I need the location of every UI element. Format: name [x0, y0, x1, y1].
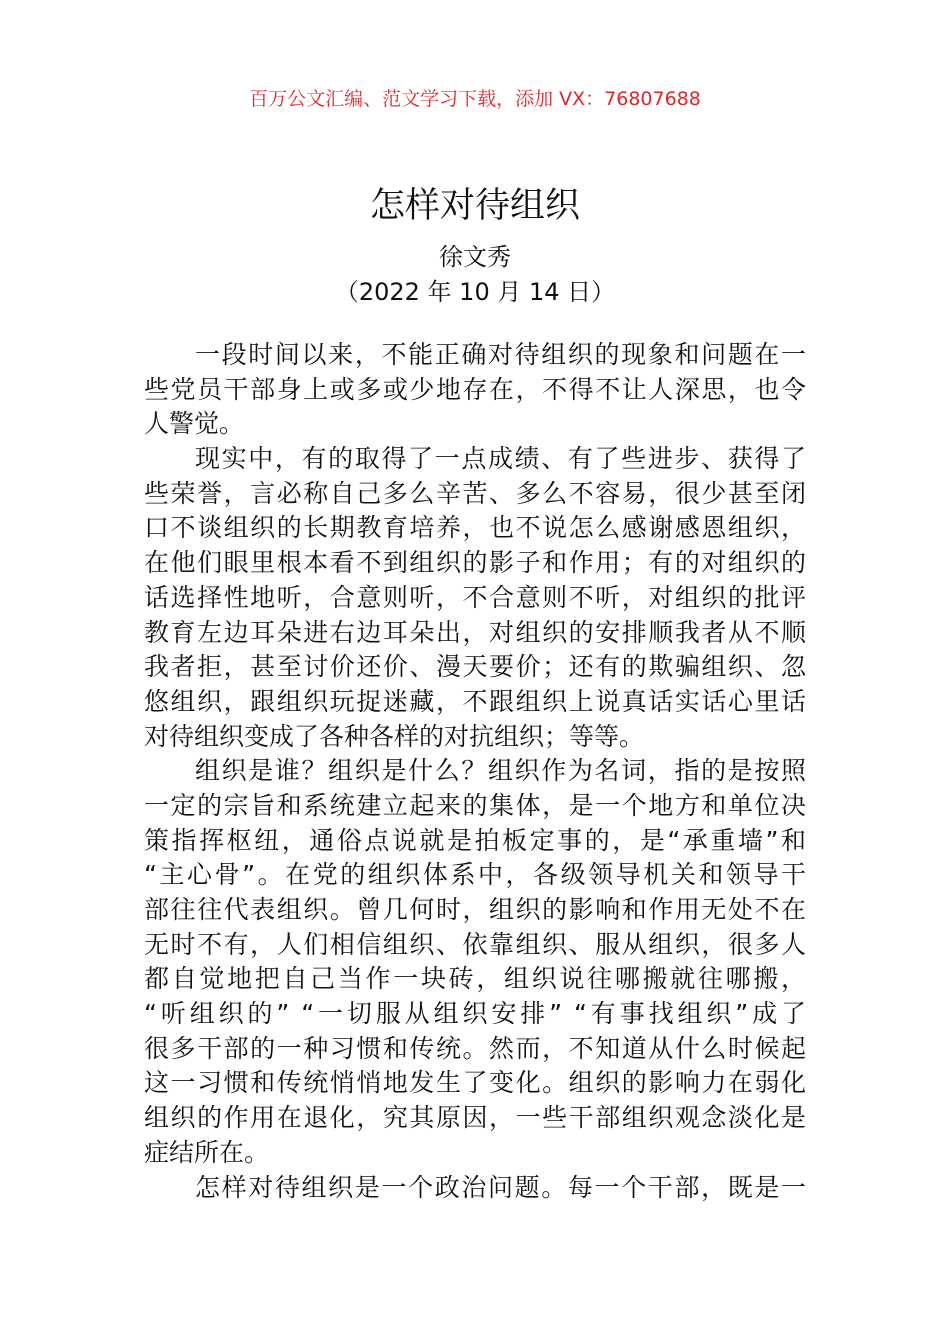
text-line: 些党员干部身上或多或少地存在，不得不让人深思，也令 — [144, 374, 806, 404]
text-line: 怎样对待组织是一个政治问题。每一个干部，既是一 — [195, 1172, 806, 1202]
text-line: 悠组织，跟组织玩捉迷藏，不跟组织上说真话实话心里话 — [144, 686, 806, 716]
text-line: 对待组织变成了各种各样的对抗组织；等等。 — [144, 721, 645, 751]
text-line: “主心骨”。在党的组织体系中，各级领导机关和领导干 — [144, 860, 806, 890]
text-line: 些荣誉，言必称自己多么辛苦、多么不容易，很少甚至闭 — [144, 478, 806, 508]
text-line: 策指挥枢纽，通俗点说就是拍板定事的，是“承重墙”和 — [144, 825, 806, 855]
paragraph — [144, 338, 806, 442]
text-line: 我者拒，甚至讨价还价、漫天要价；还有的欺骗组织、忽 — [144, 652, 806, 682]
text-line: 都自觉地把自己当作一块砖，组织说往哪搬就往哪搬， — [144, 964, 806, 994]
text-line: “听组织的” “一切服从组织安排” “有事找组织”成了 — [144, 999, 806, 1029]
text-line: 组织的作用在退化，究其原因，一些干部组织观念淡化是 — [144, 1103, 806, 1133]
text-line: 口不谈组织的长期教育培养，也不说怎么感谢感恩组织， — [144, 513, 806, 543]
text-line: 教育左边耳朵进右边耳朵出，对组织的安排顺我者从不顺 — [144, 617, 806, 647]
text-line: 话选择性地听，合意则听，不合意则不听，对组织的批评 — [144, 582, 806, 612]
date: （2022 年 10 月 14 日） — [334, 278, 616, 306]
paragraph — [144, 442, 806, 754]
text-line: 这一习惯和传统悄悄地发生了变化。组织的影响力在弱化 — [144, 1068, 806, 1098]
text-line: 现实中，有的取得了一点成绩、有了些进步、获得了 — [195, 444, 806, 474]
text-line: 一定的宗旨和系统建立起来的集体，是一个地方和单位决 — [144, 790, 806, 820]
text-line: 部往往代表组织。曾几何时，组织的影响和作用无处不在 — [144, 895, 806, 924]
paragraph — [144, 754, 806, 1170]
document-body — [144, 338, 806, 1205]
text-line: 很多干部的一种习惯和传统。然而，不知道从什么时候起 — [144, 1033, 806, 1063]
document-title: 怎样对待组织 — [369, 186, 580, 226]
watermark-header: 百万公文汇编、范文学习下载，添加 VX：76807688 — [249, 88, 701, 110]
text-line: 一段时间以来，不能正确对待组织的现象和问题在一 — [195, 340, 806, 369]
text-line: 无时不有，人们相信组织、依靠组织、服从组织，很多人 — [144, 929, 806, 959]
author: 徐文秀 — [439, 243, 511, 271]
text-line: 人警觉。 — [144, 409, 245, 439]
text-line: 症结所在。 — [144, 1137, 270, 1167]
paragraph — [144, 1171, 806, 1206]
text-line: 组织是谁？组织是什么？组织作为名词，指的是按照 — [195, 756, 806, 786]
text-line: 在他们眼里根本看不到组织的影子和作用；有的对组织的 — [144, 548, 806, 578]
